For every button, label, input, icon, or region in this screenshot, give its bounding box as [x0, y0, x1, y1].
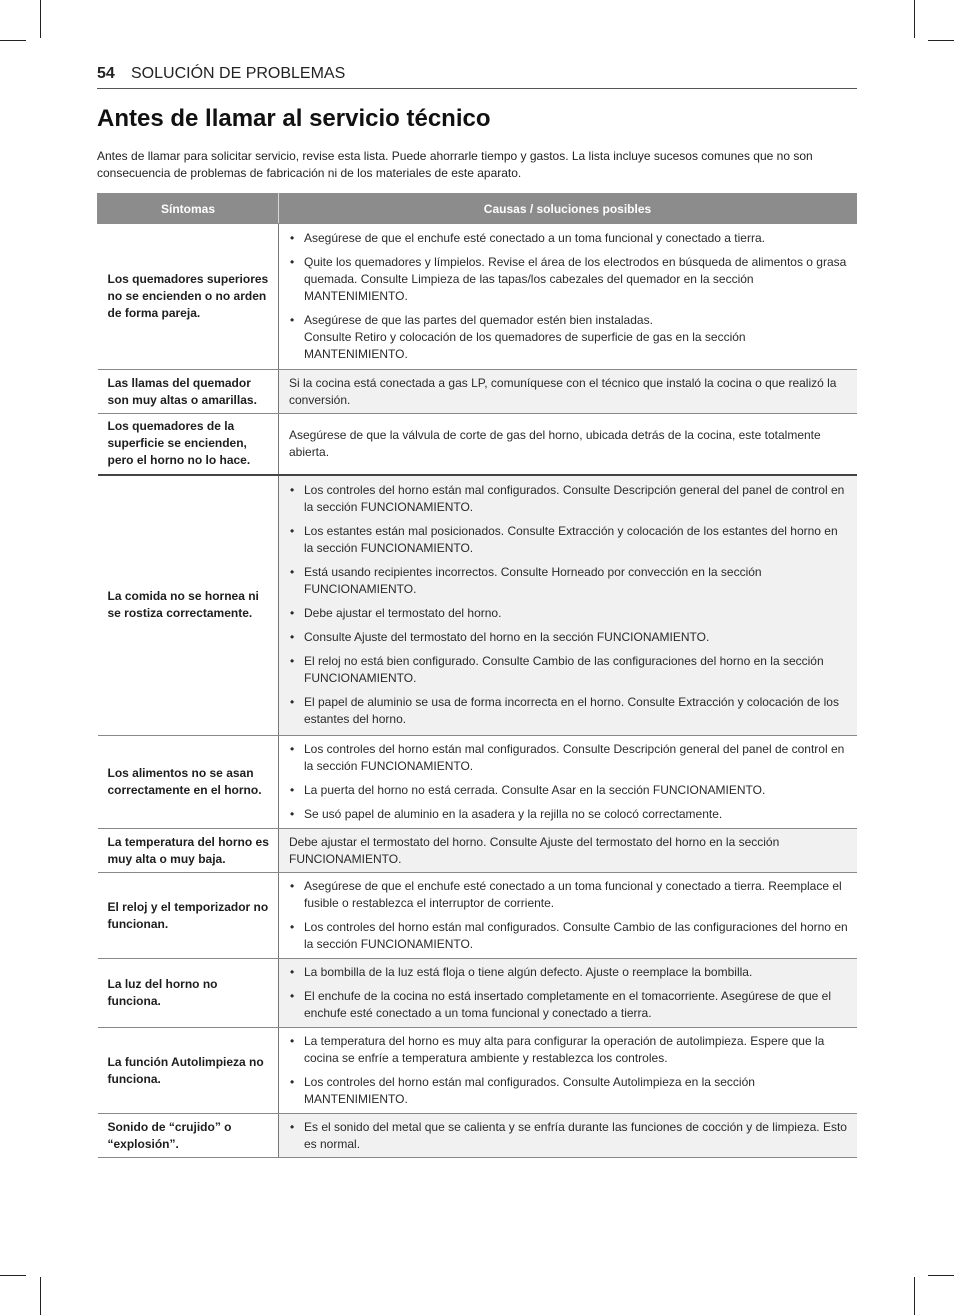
intro-paragraph: Antes de llamar para solicitar servicio, revise esta lista. Puede ahorrarle tiempo y gastos. La lista incluye sucesos comunes que no son consecuencia de problemas de fabricación ni de los materiales de este aparato. — [97, 149, 813, 180]
cause-item: • Asegúrese de que el enchufe esté conectado a un toma funcional y conectado a tierra. Reemplace el fusible o restablezca el interruptor de corriente. — [289, 878, 849, 912]
cause-cell — [279, 224, 857, 370]
cause-cell — [279, 1028, 857, 1114]
crop-mark — [914, 0, 915, 38]
causes-header: Causas / soluciones posibles — [279, 194, 857, 224]
symptoms-header: Síntomas — [98, 194, 279, 224]
cause-cell: Asegúrese de que la válvula de corte de gas del horno, ubicada detrás de la cocina, este totalmente abierta. — [279, 414, 857, 475]
page-header — [97, 63, 857, 89]
table-row — [98, 736, 857, 829]
cause-item: • Se usó papel de aluminio en la asadera y la rejilla no se colocó correctamente. — [289, 806, 849, 823]
cause-cell — [279, 736, 857, 829]
crop-mark — [40, 0, 41, 38]
table-row — [98, 414, 857, 475]
page-title: Antes de llamar al servicio técnico — [97, 105, 491, 132]
symptom-cell: Los alimentos no se asan correctamente en el horno. — [98, 736, 279, 829]
crop-mark — [40, 1277, 41, 1315]
cause-cell — [279, 959, 857, 1028]
cause-item: • Quite los quemadores y límpielos. Revise el área de los electrodos en búsqueda de alimentos o grasa quemada. Consulte Limpieza de las tapas/los cabezales del quemador en la sección MANTENIMIENTO. — [289, 254, 849, 305]
cause-item: • El enchufe de la cocina no está insertado completamente en el tomacorriente. Asegúrese de que el enchufe esté conectado a un toma funcional y conectado a tierra. — [289, 988, 849, 1022]
symptom-cell: La temperatura del horno es muy alta o muy baja. — [98, 829, 279, 873]
symptom-cell: La comida no se hornea ni se rostiza correctamente. — [98, 475, 279, 736]
cause-cell — [279, 475, 857, 736]
table-row — [98, 1028, 857, 1114]
cause-item: • La bombilla de la luz está floja o tiene algún defecto. Ajuste o reemplace la bombilla. — [289, 964, 849, 981]
cause-item: • Asegúrese de que el enchufe esté conectado a un toma funcional y conectado a tierra. — [289, 230, 849, 247]
cause-item: • Está usando recipientes incorrectos. Consulte Horneado por convección en la sección FUNCIONAMIENTO. — [289, 564, 849, 598]
crop-mark — [914, 1277, 915, 1315]
page-number: 54 — [97, 65, 115, 82]
cause-cell: Si la cocina está conectada a gas LP, comuníquese con el técnico que instaló la cocina o que realizó la conversión. — [279, 370, 857, 414]
cause-item: • La puerta del horno no está cerrada. Consulte Asar en la sección FUNCIONAMIENTO. — [289, 782, 849, 799]
crop-mark — [0, 1275, 26, 1276]
symptom-cell: La luz del horno no funciona. — [98, 959, 279, 1028]
cause-item: • Consulte Ajuste del termostato del horno en la sección FUNCIONAMIENTO. — [289, 629, 849, 646]
cause-cell — [279, 1114, 857, 1158]
table-row — [98, 873, 857, 959]
table-row — [98, 1114, 857, 1158]
cause-list — [289, 482, 849, 728]
cause-item: • La temperatura del horno es muy alta para configurar la operación de autolimpieza. Espere que la cocina se enfríe a temperatura ambiente y restablezca los controles. — [289, 1033, 849, 1067]
troubleshooting-table — [97, 193, 857, 1158]
cause-item: • Los controles del horno están mal configurados. Consulte Descripción general del panel de control en la sección FUNCIONAMIENTO. — [289, 482, 849, 516]
symptom-cell: Las llamas del quemador son muy altas o amarillas. — [98, 370, 279, 414]
table-row — [98, 959, 857, 1028]
cause-item: • El reloj no está bien configurado. Consulte Cambio de las configuraciones del horno en la sección FUNCIONAMIENTO. — [289, 653, 849, 687]
cause-list — [289, 230, 849, 363]
cause-item: • Los controles del horno están mal configurados. Consulte Autolimpieza en la sección MANTENIMIENTO. — [289, 1074, 849, 1108]
cause-item: • Es el sonido del metal que se calienta y se enfría durante las funciones de cocción y de limpieza. Esto es normal. — [289, 1119, 849, 1153]
cause-item: • Los controles del horno están mal configurados. Consulte Cambio de las configuraciones del horno en la sección FUNCIONAMIENTO. — [289, 919, 849, 953]
crop-mark — [0, 40, 26, 41]
cause-list — [289, 1033, 849, 1108]
cause-list — [289, 878, 849, 953]
cause-list — [289, 741, 849, 823]
cause-cell — [279, 873, 857, 959]
cause-list — [289, 1119, 849, 1153]
crop-mark — [928, 40, 954, 41]
section-title: SOLUCIÓN DE PROBLEMAS — [131, 65, 346, 82]
symptom-cell: La función Autolimpieza no funciona. — [98, 1028, 279, 1114]
table-row — [98, 475, 857, 736]
symptom-cell: Los quemadores superiores no se encienden o no arden de forma pareja. — [98, 224, 279, 370]
cause-item: • Debe ajustar el termostato del horno. — [289, 605, 849, 622]
symptom-cell: El reloj y el temporizador no funcionan. — [98, 873, 279, 959]
table-row — [98, 370, 857, 414]
symptom-cell: Los quemadores de la superficie se encienden, pero el horno no lo hace. — [98, 414, 279, 475]
cause-item: • Asegúrese de que las partes del quemador estén bien instaladas. Consulte Retiro y colocación de los quemadores de superficie de gas en la sección MANTENIMIENTO. — [289, 312, 849, 363]
cause-item: • El papel de aluminio se usa de forma incorrecta en el horno. Consulte Extracción y colocación de los estantes del horno. — [289, 694, 849, 728]
symptom-cell: Sonido de “crujido” o “explosión”. — [98, 1114, 279, 1158]
cause-item: • Los estantes están mal posicionados. Consulte Extracción y colocación de los estantes del horno en la sección FUNCIONAMIENTO. — [289, 523, 849, 557]
crop-mark — [928, 1275, 954, 1276]
cause-cell: Debe ajustar el termostato del horno. Consulte Ajuste del termostato del horno en la sección FUNCIONAMIENTO. — [279, 829, 857, 873]
cause-list — [289, 964, 849, 1022]
table-row — [98, 224, 857, 370]
table-header-row — [98, 194, 857, 224]
cause-item: • Los controles del horno están mal configurados. Consulte Descripción general del panel de control en la sección FUNCIONAMIENTO. — [289, 741, 849, 775]
table-row — [98, 829, 857, 873]
